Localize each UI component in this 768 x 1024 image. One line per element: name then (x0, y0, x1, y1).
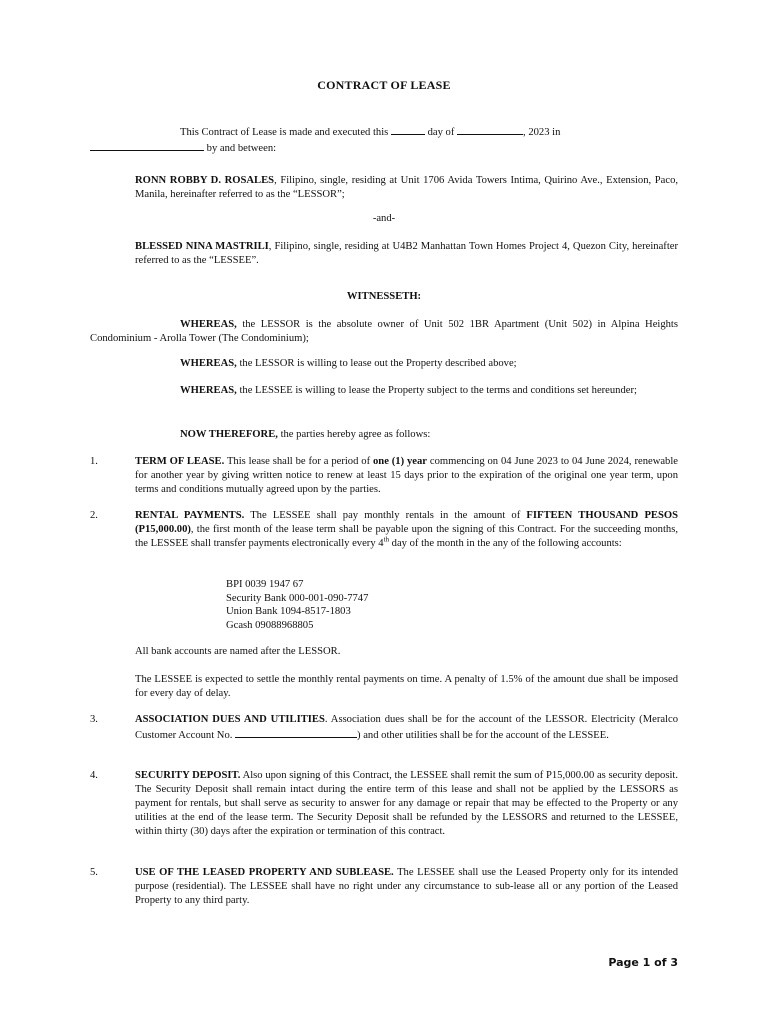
intro-paragraph: This Contract of Lease is made and executed this day of , 2023 in by and between: (90, 124, 678, 156)
and-separator: -and- (372, 213, 396, 224)
whereas-3: WHEREAS, the LESSEE is willing to lease the Property subject to the terms and conditions set hereunder; (180, 385, 637, 396)
lessee-paragraph: BLESSED NINA MASTRILI, Filipino, single, residing at U4B2 Manhattan Town Homes Project 4, Quezon City, hereinafter referred to as the “LESSEE”. (135, 241, 678, 266)
use-sublease-clause: USE OF THE LEASED PROPERTY AND SUBLEASE. The LESSEE shall use the Leased Property only for its intended purpose (residential). The LESSEE shall have no right under any circumstance to sub-lease all or any portion of the Leased Property to any third party. (135, 867, 678, 906)
account-line: Security Bank 000-001-090-7747 (226, 592, 369, 604)
item-number: 2. (90, 510, 98, 521)
account-line: Union Bank 1094-8517-1803 (226, 606, 351, 617)
association-dues-clause: ASSOCIATION DUES AND UTILITIES. Association dues shall be for the account of the LESSOR. Electricity (Meralco Customer Account No. ) and other utilities shall be for the account of the LESSEE. (135, 714, 678, 741)
place-blank (90, 140, 204, 151)
lessor-name: RONN ROBBY D. ROSALES (135, 175, 275, 186)
day-blank (391, 124, 425, 135)
lessor-paragraph: RONN ROBBY D. ROSALES, Filipino, single, residing at Unit 1706 Avida Towers Intima, Quirino Ave., Extension, Paco, Manila, hereinafter referred to as the “LESSOR”; (135, 175, 679, 200)
penalty-paragraph: The LESSEE is expected to settle the monthly rental payments on time. A penalty of 1.5% of the amount due shall be imposed for every day of delay. (135, 674, 678, 699)
item-number: 3. (90, 714, 98, 725)
document-title: CONTRACT OF LEASE (317, 78, 451, 92)
bank-accounts-list (226, 578, 526, 632)
witnesseth-heading: WITNESSETH: (346, 291, 422, 302)
meralco-account-blank (235, 727, 357, 738)
item-number: 1. (90, 456, 98, 467)
month-blank (457, 124, 523, 135)
term-of-lease-clause: TERM OF LEASE. This lease shall be for a period of one (1) year commencing on 04 June 2023 to 04 June 2024, renewable for another year by giving written notice to renew at least 15 days prior to the expiration of the original one year term, upon terms and conditions mutually agreed upon by the parties. (135, 456, 678, 495)
item-number: 5. (90, 867, 98, 878)
whereas-1: WHEREAS, the LESSOR is the absolute owner of Unit 502 1BR Apartment (Unit 502) in Alpina Heights Condominium - Arolla Tower (The Condominium); (90, 319, 678, 344)
page-number: Page 1 of 3 (608, 956, 678, 969)
whereas-2: WHEREAS, the LESSOR is willing to lease out the Property described above; (180, 358, 517, 369)
rental-payments-clause: RENTAL PAYMENTS. The LESSEE shall pay monthly rentals in the amount of FIFTEEN THOUSAND PESOS (P15,000.00), the first month of the lease term shall be payable upon the signing of this Contract. For the succeeding months, the LESSEE shall transfer payments electronically every 4th day of the month in the any of the following accounts: (135, 510, 679, 549)
account-line: BPI 0039 1947 67 (226, 579, 304, 590)
account-line: Gcash 09088968805 (226, 619, 314, 631)
now-therefore: NOW THEREFORE, the parties hereby agree as follows: (180, 429, 431, 440)
item-number: 4. (90, 770, 98, 781)
accounts-note: All bank accounts are named after the LESSOR. (135, 646, 341, 657)
security-deposit-clause: SECURITY DEPOSIT. Also upon signing of this Contract, the LESSEE shall remit the sum of P15,000.00 as security deposit. The Security Deposit shall remain intact during the entire term of this lease and shall not be applied by the LESSORS as payment for rentals, but shall serve as security to answer for any damage or repair that may be effected to the Property or any utilities at the end of the lease term. The Security Deposit shall be refunded by the LESSORS and returned to the LESSEE, within thirty (30) days after the expiration or termination of this contract. (135, 770, 679, 837)
lessee-name: BLESSED NINA MASTRILI (135, 241, 269, 252)
